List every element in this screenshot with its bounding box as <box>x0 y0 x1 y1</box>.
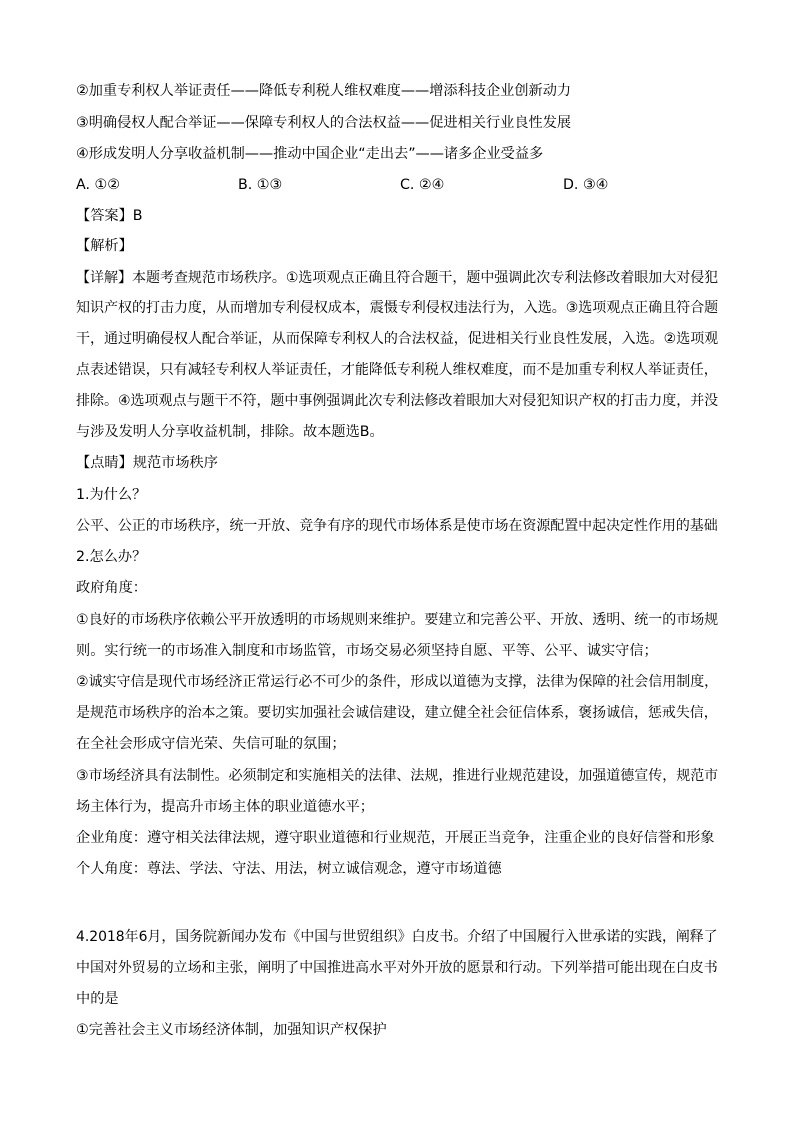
q4-stem-line: 中的是 <box>76 991 119 1007</box>
q3-option-line-3: ③明确侵权人配合举证——保障专利权人的合法权益——促进相关行业良性发展 <box>76 115 572 131</box>
tips-heading: 【点睛】规范市场秩序 <box>76 455 218 471</box>
analysis-line: 【详解】本题考查规范市场秩序。①选项观点正确且符合题干，题中强调此次专利法修改着眼加大对侵犯 <box>76 270 719 286</box>
tips-line: 则。实行统一的市场准入制度和市场监管，市场交易必须坚持自愿、平等、公平、诚实守信； <box>76 643 658 659</box>
tips-line: 政府角度： <box>76 580 147 596</box>
analysis-line: 点表述错误，只有减轻专利权人举证责任，才能降低专利税人维权难度，而不是加重专利权人举证责任， <box>76 362 718 378</box>
q4-option-line: ①完善社会主义市场经济体制，加强知识产权保护 <box>76 1022 387 1038</box>
tips-line: 场主体行为，提高升市场主体的职业道德水平； <box>76 799 374 815</box>
choice-a: A. ①② <box>76 177 120 193</box>
analysis-line: 与涉及发明人分享收益机制，排除。故本题选B。 <box>76 424 384 440</box>
answer-line: 【答案】B <box>76 208 143 224</box>
q3-option-line-4: ④形成发明人分享收益机制——推动中国企业“走出去”——诸多企业受益多 <box>76 146 544 162</box>
tips-line: 1.为什么？ <box>76 487 147 503</box>
tips-line: ③市场经济具有法制性。必须制定和实施相关的法律、法规，推进行业规范建设，加强道德宣传，规范市 <box>76 768 719 784</box>
analysis-line: 排除。④选项观点与题干不符，题中事例强调此次专利法修改着眼加大对侵犯知识产权的打击力度，并没 <box>76 393 719 409</box>
tips-line: 公平、公正的市场秩序，统一开放、竞争有序的现代市场体系是使市场在资源配置中起决定性作用的基础 <box>76 518 718 534</box>
q4-stem-line: 中国对外贸易的立场和主张，阐明了中国推进高水平对外开放的愿景和行动。下列举措可能出现在白皮书 <box>76 960 718 976</box>
tips-line: 是规范市场秩序的治本之策。要切实加强社会诚信建设，建立健全社会征信体系，褒扬诚信，惩戒失信， <box>76 705 718 721</box>
choice-d: D. ③④ <box>563 177 609 193</box>
q3-option-line-2: ②加重专利权人举证责任——降低专利税人维权难度——增添科技企业创新动力 <box>76 83 572 99</box>
tips-line: 个人角度：尊法、学法、守法、用法，树立诚信观念，遵守市场道德 <box>76 861 502 877</box>
tips-line: 在全社会形成守信光荣、失信可耻的氛围； <box>76 736 346 752</box>
tips-line: 企业角度：遵守相关法律法规，遵守职业道德和行业规范，开展正当竞争，注重企业的良好信誉和形象 <box>76 830 715 846</box>
tips-line: ①良好的市场秩序依赖公平开放透明的市场规则来维护。要建立和完善公平、开放、透明、统一的市场规 <box>76 612 719 628</box>
choice-c: C. ②④ <box>400 177 445 193</box>
q4-stem-line: 4.2018年6月，国务院新闻办发布《中国与世贸组织》白皮书。介绍了中国履行入世承诺的实践，阐释了 <box>76 929 718 945</box>
analysis-line: 干，通过明确侵权人配合举证，从而保障专利权人的合法权益，促进相关行业良性发展，入选。②选项观 <box>76 331 719 347</box>
choice-b: B. ①③ <box>238 177 283 193</box>
analysis-line: 知识产权的打击力度，从而增加专利侵权成本，震慑专利侵权违法行为，入选。③选项观点正确且符合题 <box>76 300 719 316</box>
tips-line: ②诚实守信是现代市场经济正常运行必不可少的条件，形成以道德为支撑，法律为保障的社会信用制度， <box>76 674 719 690</box>
analysis-heading: 【解析】 <box>76 238 133 254</box>
tips-line: 2.怎么办？ <box>76 549 147 565</box>
